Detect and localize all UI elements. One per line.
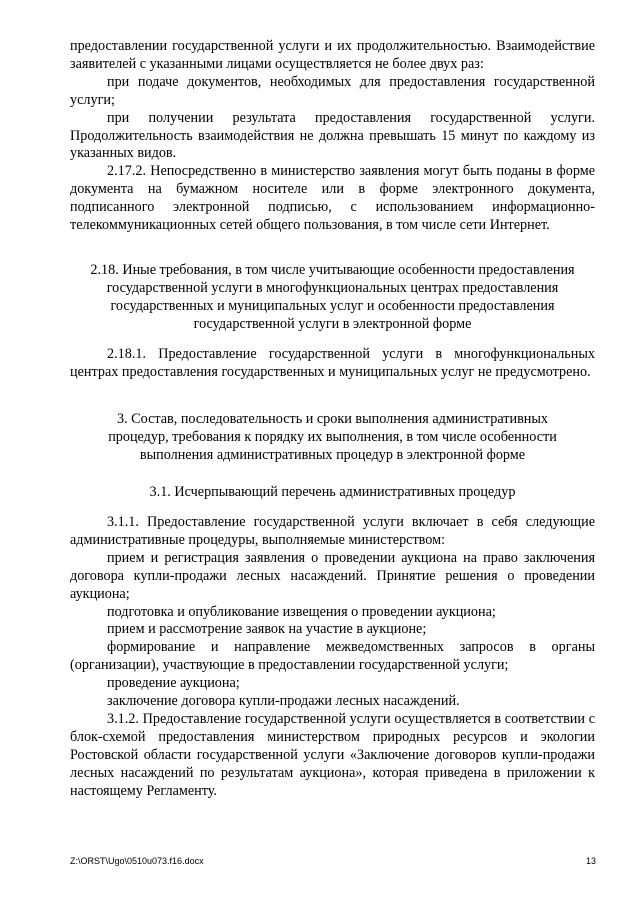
section-heading-2-18: 2.18. Иные требования, в том числе учитывающие особенности предоставления государственной услуги в многофункциональных центрах предоставления государственных и муниципальных услуг и особенности предоставления государственной услуги в электронной форме bbox=[90, 262, 575, 332]
section-heading-3-1: 3.1. Исчерпывающий перечень административных процедур bbox=[149, 484, 516, 500]
footer-file-path: Z:\ORST\Ugo\0510u073.f16.docx bbox=[70, 856, 204, 866]
text-block-3-1 bbox=[70, 514, 595, 801]
text-block-top bbox=[70, 38, 595, 235]
paragraph: 2.17.2. Непосредственно в министерство заявления могут быть поданы в форме документа на бумажном носителе или в форме электронного документа, подписанного электронной подписью, с использованием информационно-телекоммуникационных сетей общего пользования, в том числе сети Интернет. bbox=[70, 163, 595, 234]
paragraph: при получении результата предоставления государственной услуги. Продолжительность взаимодействия не должна превышать 15 минут по каждому из указанных видов. bbox=[70, 109, 595, 162]
paragraph: предоставлении государственной услуги и их продолжительностью. Взаимодействие заявителей с указанными лицами осуществляется не более двух раз: bbox=[70, 38, 595, 72]
paragraph: 3.1.1. Предоставление государственной услуги включает в себя следующие административные процедуры, выполняемые министерством: bbox=[70, 514, 595, 548]
paragraph: при подаче документов, необходимых для предоставления государственной услуги; bbox=[70, 73, 595, 108]
list-item: проведение аукциона; bbox=[107, 675, 240, 692]
list-item: прием и рассмотрение заявок на участие в аукционе; bbox=[107, 621, 427, 638]
section-heading-3: 3. Состав, последовательность и сроки выполнения административных процедур, требования к порядку их выполнения, в том числе особенности выполнения административных процедур в электронной форме bbox=[108, 411, 557, 463]
text-block-2-18-1 bbox=[70, 346, 595, 382]
list-item: прием и регистрация заявления о проведении аукциона на право заключения договора купли-продажи лесных насаждений. Принятие решения о проведении аукциона; bbox=[70, 549, 595, 602]
page-number: 13 bbox=[585, 856, 596, 866]
paragraph: 2.18.1. Предоставление государственной услуги в многофункциональных центрах предоставления государственных и муниципальных услуг не предусмотрено. bbox=[70, 346, 595, 380]
paragraph: 3.1.2. Предоставление государственной услуги осуществляется в соответствии с блок-схемой предоставления министерством природных ресурсов и экологии Ростовской области государственной услуги «Заключение договоров купли-продажи лесных насаждений по результатам аукциона», которая приведена в приложении к настоящему Регламенту. bbox=[70, 710, 595, 799]
list-item: подготовка и опубликование извещения о проведении аукциона; bbox=[107, 603, 496, 620]
list-item: заключение договора купли-продажи лесных насаждений. bbox=[107, 693, 460, 710]
list-item: формирование и направление межведомственных запросов в органы (организации), участвующие в предоставлении государственной услуги; bbox=[70, 639, 595, 674]
